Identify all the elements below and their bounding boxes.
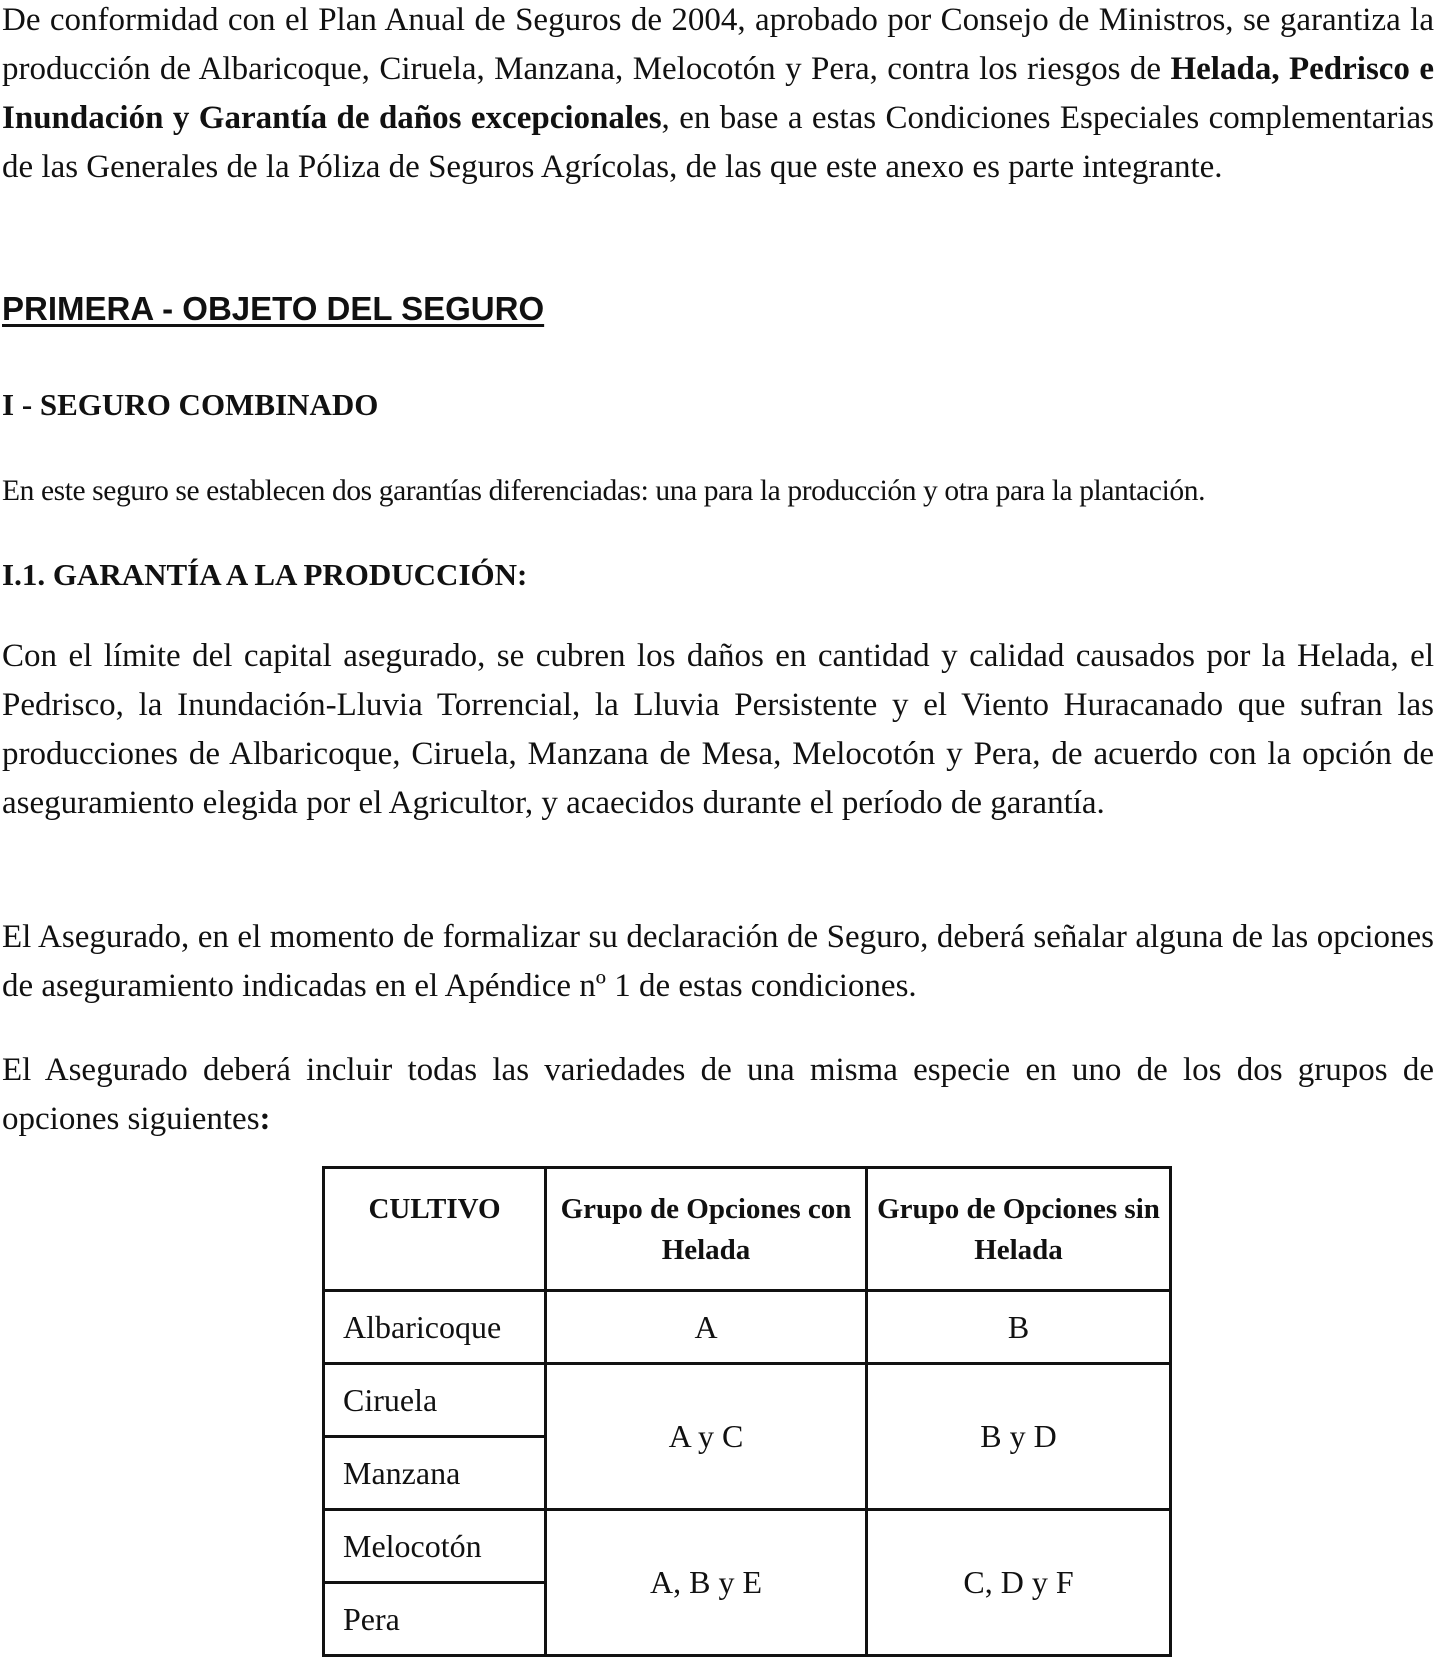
sin-helada-cell: C, D y F (867, 1510, 1171, 1656)
intro-paragraph (2, 0, 1434, 192)
sin-helada-cell: B (867, 1291, 1171, 1364)
garantia-produccion-title: I.1. GARANTÍA A LA PRODUCCIÓN: (2, 557, 528, 592)
cultivo-cell: Melocotón (324, 1510, 546, 1583)
con-helada-cell: A y C (546, 1364, 867, 1510)
cultivo-cell: Manzana (324, 1437, 546, 1510)
options-table (322, 1166, 1172, 1657)
cultivo-cell: Ciruela (324, 1364, 546, 1437)
sin-helada-cell: B y D (867, 1364, 1171, 1510)
cultivo-cell: Albaricoque (324, 1291, 546, 1364)
table-row (324, 1291, 1171, 1364)
header-sin-helada: Grupo de Opciones sin Helada (867, 1168, 1171, 1291)
header-con-helada: Grupo de Opciones con Helada (546, 1168, 867, 1291)
table-header-row (324, 1168, 1171, 1291)
garantias-paragraph: En este seguro se establecen dos garantías diferenciadas: una para la producción y otra para la plantación. (2, 475, 1206, 507)
intro-text-end: , en base a estas Condiciones Especiales complementarias de las Generales de la Póliza de Seguros Agrícolas, de las que este anexo es parte integrante. (2, 100, 1434, 185)
asegurado-paragraph-2-text: El Asegurado deberá incluir todas las variedades de una misma especie en uno de los dos grupos de opciones siguientes (2, 1052, 1434, 1137)
intro-text-start: De conformidad con el Plan Anual de Seguros de 2004, aprobado por Consejo de Ministros, se garantiza la producción de Albaricoque, Ciruela, Manzana, Melocotón y Pera, contra los riesgos de (2, 2, 1434, 87)
asegurado-paragraph-2 (2, 1046, 1434, 1144)
intro-risks-bold: Helada, Pedrisco e Inundación y Garantía de daños excepcionales (2, 51, 1434, 136)
table-row (324, 1510, 1171, 1583)
limite-paragraph: Con el límite del capital asegurado, se cubren los daños en cantidad y calidad causados por la Helada, el Pedrisco, la Inundación-Lluvia Torrencial, la Lluvia Persistente y el Viento Huracanado que sufran las producciones de Albaricoque, Ciruela, Manzana de Mesa, Melocotón y Pera, de acuerdo con la opción de aseguramiento elegida por el Agricultor, y acaecidos durante el período de garantía. (2, 638, 1434, 821)
header-cultivo: CULTIVO (324, 1168, 546, 1291)
con-helada-cell: A, B y E (546, 1510, 867, 1656)
con-helada-cell: A (546, 1291, 867, 1364)
asegurado-paragraph-2-colon: : (259, 1101, 271, 1137)
cultivo-cell: Pera (324, 1583, 546, 1656)
table-row (324, 1364, 1171, 1437)
section-title: PRIMERA - OBJETO DEL SEGURO (2, 290, 545, 327)
asegurado-paragraph-1: El Asegurado, en el momento de formalizar su declaración de Seguro, deberá señalar alguna de las opciones de aseguramiento indicadas en el Apéndice nº 1 de estas condiciones. (2, 919, 1434, 1004)
subsection-title: I - SEGURO COMBINADO (2, 387, 379, 422)
